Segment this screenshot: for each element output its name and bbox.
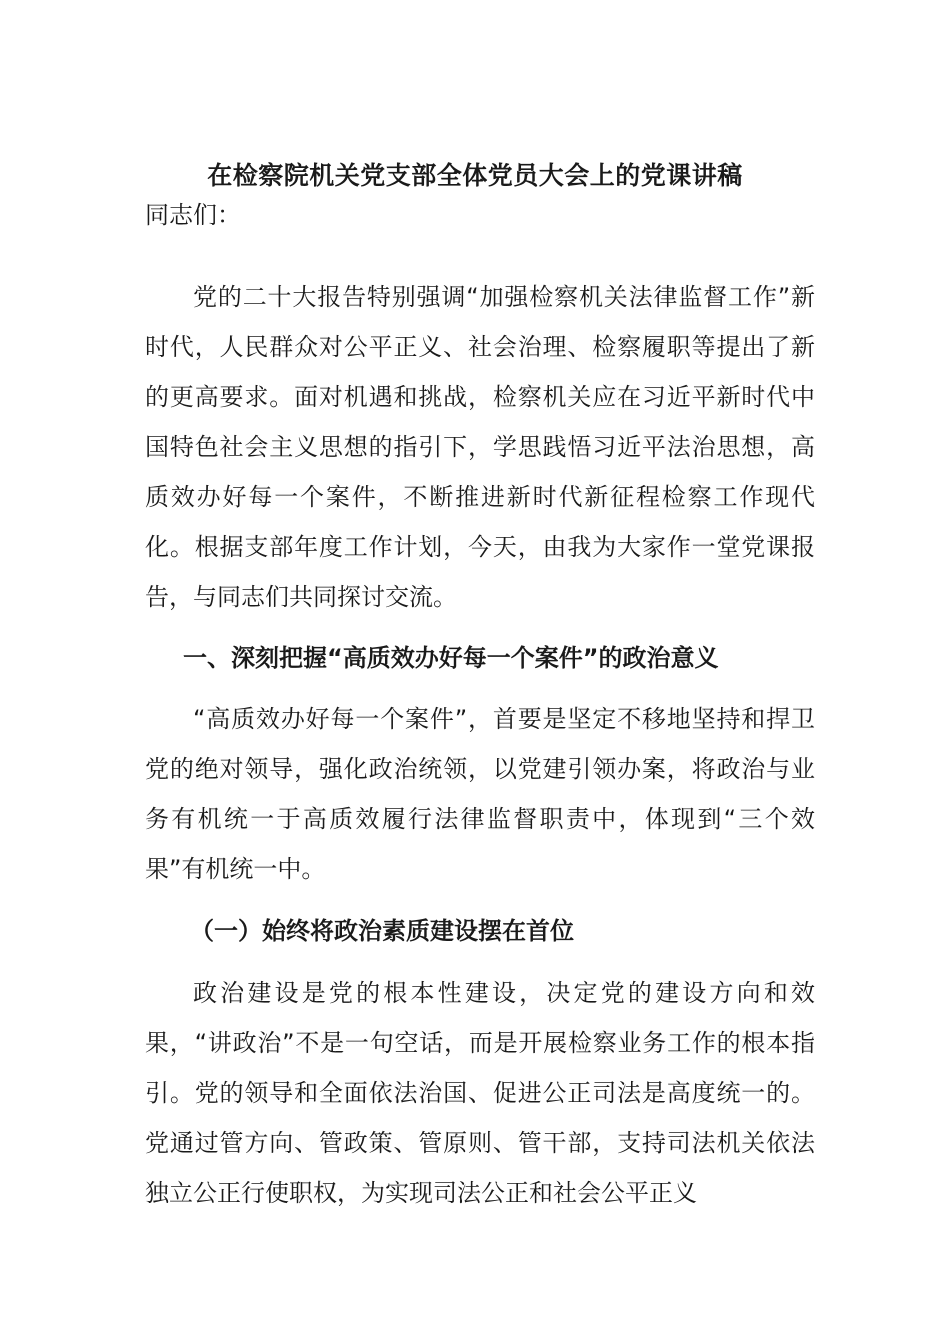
intro-paragraph: 党的二十大报告特别强调“加强检察机关法律监督工作”新时代，人民群众对公平正义、社会治理、检察履职等提出了新的更高要求。面对机遇和挑战，检察机关应在习近平新时代中国特色社会主义思想的指引下，学思践悟习近平法治思想，高质效办好每一个案件，不断推进新时代新征程检察工作现代化。根据支部年度工作计划，今天，由我为大家作一堂党课报告，与同志们共同探讨交流。	[145, 283, 815, 611]
document-title: 在检察院机关党支部全体党员大会上的党课讲稿	[207, 161, 743, 190]
salutation: 同志们：	[145, 201, 241, 229]
subsection1-paragraph: 政治建设是党的根本性建设，决定党的建设方向和效果，“讲政治”不是一句空话，而是开展检察业务工作的根本指引。党的领导和全面依法治国、促进公正司法是高度统一的。党通过管方向、管政策、管原则、管干部，支持司法机关依法独立公正行使职权，为实现司法公正和社会公平正义	[145, 979, 815, 1207]
section-heading-1: 一、深刻把握“高质效办好每一个案件”的政治意义	[183, 644, 719, 672]
section1-paragraph: “高质效办好每一个案件”，首要是坚定不移地坚持和捍卫党的绝对领导，强化政治统领，以党建引领办案，将政治与业务有机统一于高质效履行法律监督职责中，体现到“三个效果”有机统一中。	[145, 705, 815, 883]
subsection-heading-1: （一）始终将政治素质建设摆在首位	[190, 917, 574, 945]
